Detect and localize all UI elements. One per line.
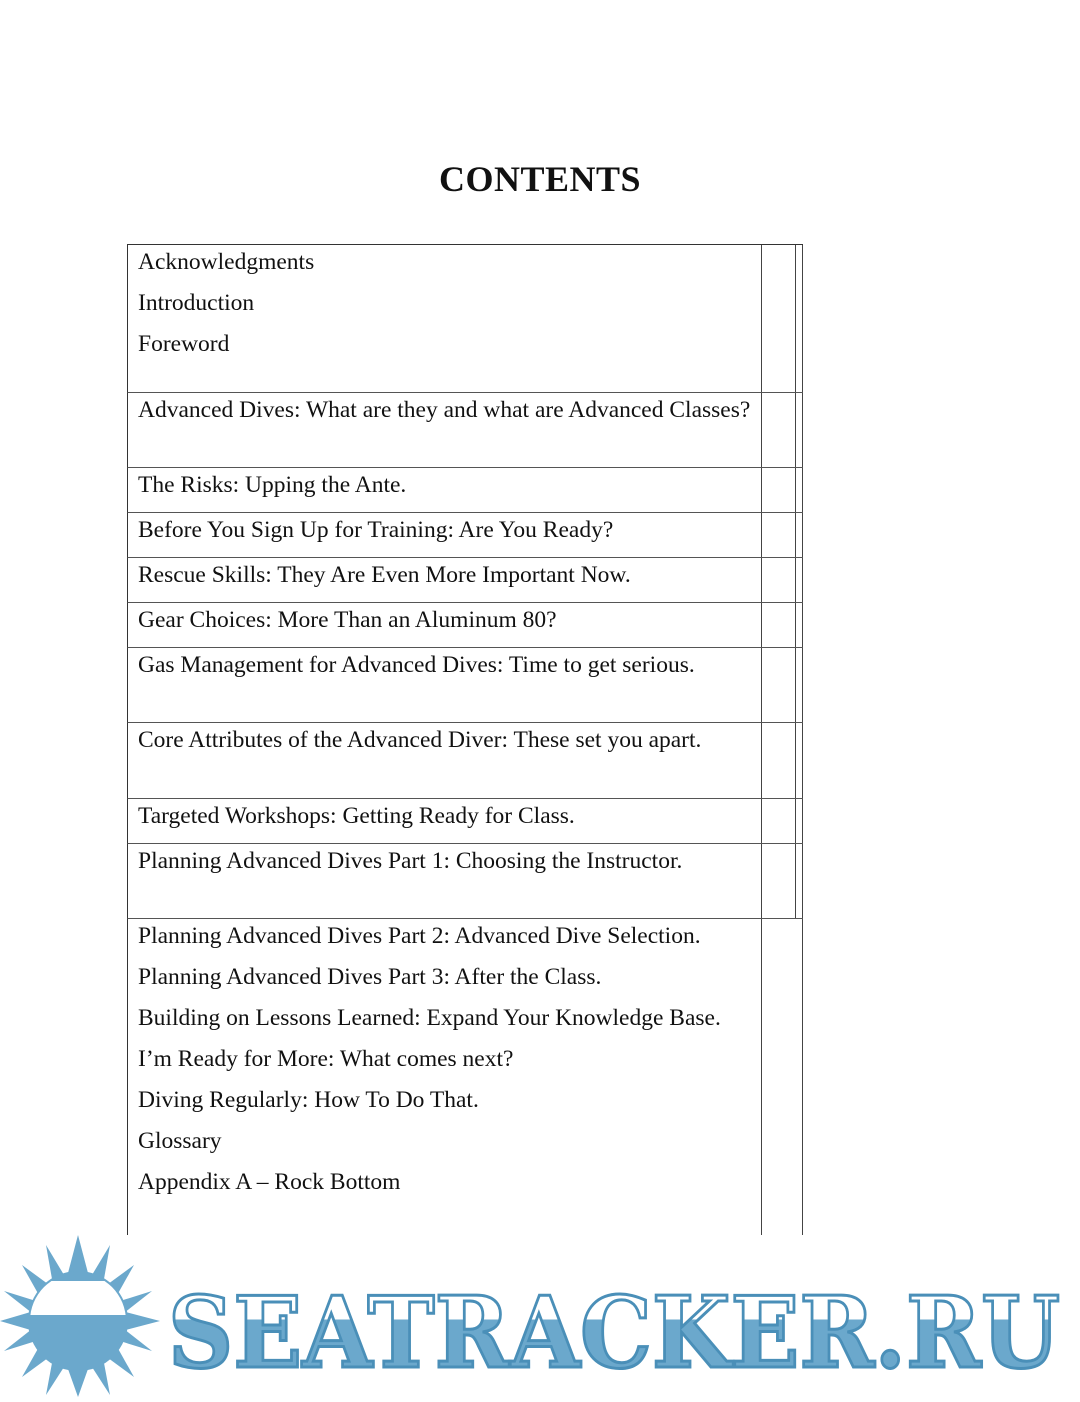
toc-entry-before-training[interactable]: Before You Sign Up for Training: Are You Ready? [138, 517, 614, 543]
toc-entry-diving-regularly[interactable]: Diving Regularly: How To Do That. [138, 1087, 479, 1113]
toc-entry-lessons-learned[interactable]: Building on Lessons Learned: Expand Your Knowledge Base. [138, 1005, 721, 1031]
toc-cell [128, 245, 761, 365]
toc-row [127, 468, 761, 513]
toc-row [127, 393, 761, 468]
toc-entry-introduction[interactable]: Introduction [138, 290, 255, 316]
toc-row [127, 513, 761, 558]
toc-row-front-matter [127, 245, 761, 393]
toc-entry-planning-part-3[interactable]: Planning Advanced Dives Part 3: After the Class. [138, 964, 602, 990]
cell-border [761, 602, 803, 603]
toc-entry-rescue-skills[interactable]: Rescue Skills: They Are Even More Important Now. [138, 562, 631, 588]
cell-border [761, 647, 803, 648]
watermark-text: SEATRACKER.RU [168, 1276, 1060, 1391]
contents-table [127, 244, 803, 1279]
page-title: CONTENTS [438, 159, 642, 199]
toc-row [127, 648, 761, 723]
toc-entry-gear-choices[interactable]: Gear Choices: More Than an Aluminum 80? [138, 607, 557, 633]
toc-entry-planning-part-1[interactable]: Planning Advanced Dives Part 1: Choosing the Instructor. [138, 848, 683, 874]
toc-row [127, 844, 761, 919]
cell-border [761, 467, 803, 468]
cell-border [761, 512, 803, 513]
watermark-graphic [0, 1235, 1080, 1397]
toc-entry-core-attributes[interactable]: Core Attributes of the Advanced Diver: These set you apart. [138, 727, 702, 753]
toc-row [127, 603, 761, 648]
toc-entry-acknowledgments[interactable]: Acknowledgments [138, 249, 315, 275]
sun-icon [0, 1235, 160, 1397]
toc-entry-foreword[interactable]: Foreword [138, 331, 230, 357]
column-divider [795, 245, 796, 919]
toc-cell [128, 919, 761, 1203]
toc-entry-risks[interactable]: The Risks: Upping the Ante. [138, 472, 407, 498]
toc-entry-planning-part-2[interactable]: Planning Advanced Dives Part 2: Advanced Dive Selection. [138, 923, 701, 949]
column-divider [761, 245, 762, 1275]
toc-entry-targeted-workshops[interactable]: Targeted Workshops: Getting Ready for Class. [138, 803, 575, 829]
cell-border [761, 557, 803, 558]
cell-border [761, 918, 803, 919]
toc-entry-glossary[interactable]: Glossary [138, 1128, 222, 1154]
toc-row-back-matter [127, 919, 761, 1279]
toc-entry-ready-for-more[interactable]: I’m Ready for More: What comes next? [138, 1046, 514, 1072]
toc-entry-gas-management[interactable]: Gas Management for Advanced Dives: Time to get serious. [138, 652, 695, 678]
cell-border [761, 392, 803, 393]
toc-row [127, 723, 761, 799]
watermark [0, 1235, 1080, 1397]
toc-row [127, 558, 761, 603]
toc-entry-advanced-dives[interactable]: Advanced Dives: What are they and what are Advanced Classes? [138, 397, 751, 423]
toc-row [127, 799, 761, 844]
cell-border [761, 722, 803, 723]
toc-entry-appendix-a[interactable]: Appendix A – Rock Bottom [138, 1169, 401, 1195]
cell-border [761, 798, 803, 799]
column-divider [802, 245, 803, 1275]
cell-border [761, 843, 803, 844]
